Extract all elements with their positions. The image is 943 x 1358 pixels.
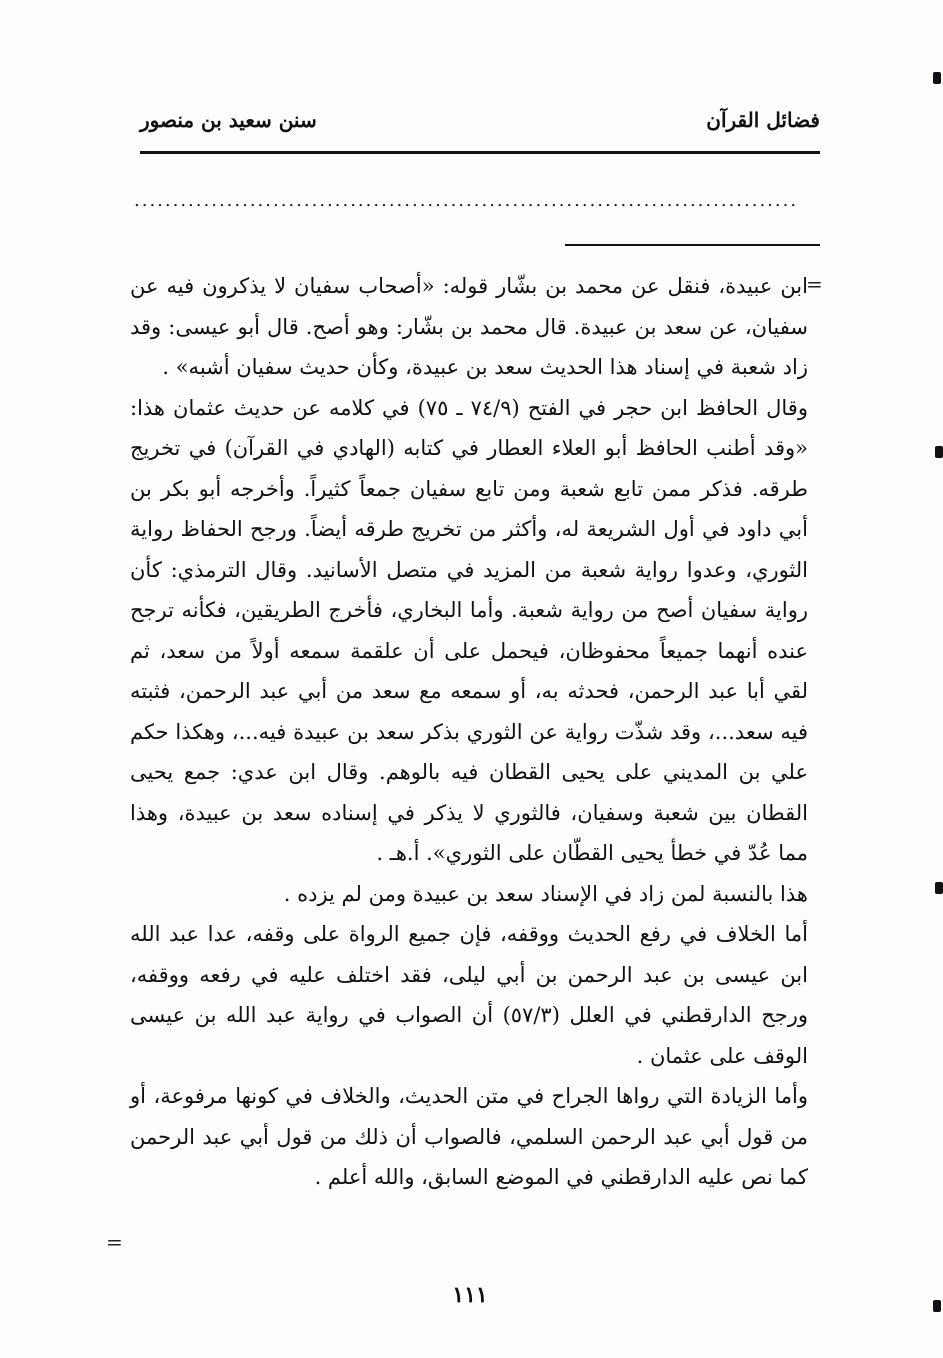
scan-edge-mark <box>935 446 943 458</box>
dotted-separator: ...................................................................................... <box>134 190 799 211</box>
scan-edge-mark <box>935 882 943 894</box>
paragraph-2: وقال الحافظ ابن حجر في الفتح (٧٤/٩ ـ ٧٥) في كلامه عن حديث عثمان هذا: «وقد أطنب الحافظ أبو العلاء العطار في كتابه (الهادي في القرآن) في تخريج طرقه. فذكر ممن تابع شعبة ومن تابع سفيان جمعاً كثيراً. وأخرجه أبو بكر بن أبي داود في أول الشريعة له، وأكثر من تخريج طرقه أيضاً. ورجح الحفاظ رواية الثوري، وعدوا رواية شعبة من المزيد في متصل الأسانيد. وقال الترمذي: كأن رواية سفيان أصح من رواية شعبة. وأما البخاري، فأخرج الطريقين، فكأنه ترجح عنده أنهما جميعاً محفوظان، فيحمل على أن علقمة سمعه أولاً من سعد، ثم لقي أبا عبد الرحمن، فحدثه به، أو سمعه مع سعد من أبي عبد الرحمن، فثبته فيه سعد...، وقد شذّت رواية عن الثوري بذكر سعد بن عبيدة فيه...، وهكذا حكم علي بن المديني على يحيى القطان فيه بالوهم. وقال ابن عدي: جمع يحيى القطان بين شعبة وسفيان، فالثوري لا يذكر في إسناده سعد بن عبيدة، وهذا مما عُدّ في خطأ يحيى القطّان على الثوري». أ.هـ . <box>130 395 808 865</box>
paragraph-4: أما الخلاف في رفع الحديث ووقفه، فإن جميع الرواة على وقفه، عدا عبد الله ابن عيسى بن عبد الرحمن بن أبي ليلى، فقد اختلف عليه في رفعه ووقفه، ورجح الدارقطني في العلل (٥٧/٣) أن الصواب في رواية عبد الله بن عيسى الوقف على عثمان . <box>130 922 809 1068</box>
section-title: فضائل القرآن <box>706 108 820 132</box>
paragraph-1: ابن عبيدة، فنقل عن محمد بن بشّار قوله: «أصحاب سفيان لا يذكرون فيه عن سفيان، عن سعد بن عبيدة. قال محمد بن بشّار: وهو أصح. قال أبو عيسى: وقد زاد شعبة في إسناد هذا الحديث سعد بن عبيدة، وكأن حديث سفيان أشبه» . <box>130 274 808 379</box>
paragraph-3: هذا بالنسبة لمن زاد في الإسناد سعد بن عبيدة ومن لم يزده . <box>283 881 808 906</box>
scan-edge-mark <box>933 72 941 84</box>
header-rule <box>140 151 820 154</box>
running-header <box>140 108 820 144</box>
book-title: سنن سعيد بن منصور <box>140 108 317 132</box>
continuation-mark-bottom: = <box>106 1230 123 1254</box>
footnote-rule <box>565 244 820 246</box>
scan-edge-mark <box>933 1300 941 1312</box>
footnote-body <box>130 266 808 1198</box>
continuation-mark-top: = <box>806 272 823 296</box>
page-number: ١١١ <box>452 1282 488 1308</box>
paragraph-5: وأما الزيادة التي رواها الجراح في متن الحديث، والخلاف في كونها مرفوعة، أو من قول أبي عبد الرحمن السلمي، فالصواب أن ذلك من قول أبي عبد الرحمن كما نص عليه الدارقطني في الموضع السابق، والله أعلم . <box>130 1084 808 1189</box>
